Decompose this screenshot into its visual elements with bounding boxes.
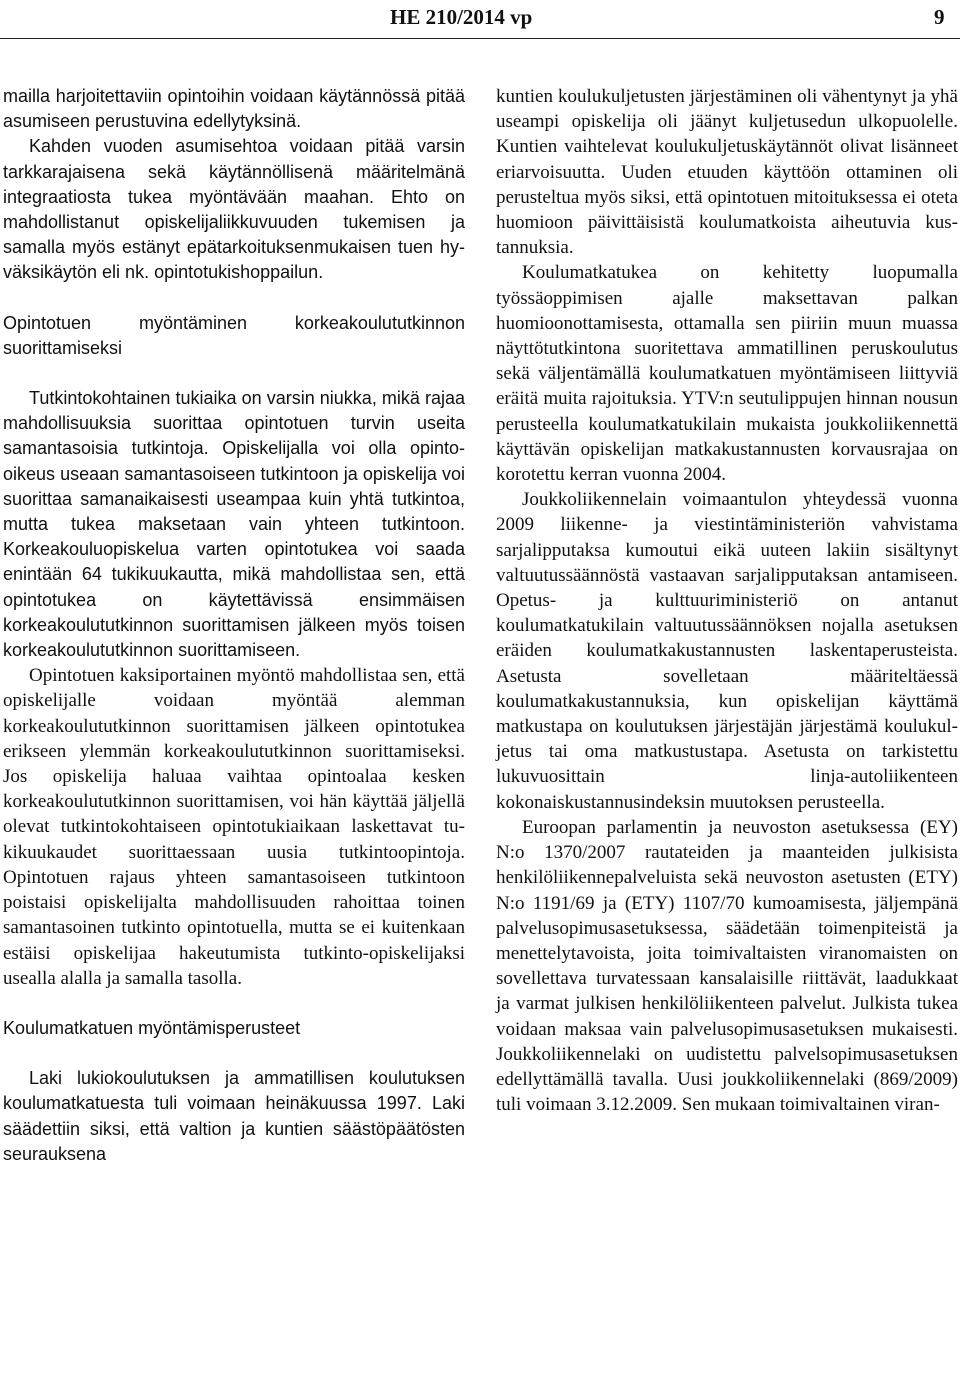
right-paragraph-3: Joukkoliikennelain voimaantulon yhteydessä vuonna 2009 liikenne- ja viestintäministeriön vahvistama sarjalipputaksa kumoutui eikä uuteen lakiin sisältynyt valtuutussäännöstä vastaavan sarjalipputaksan antamiseen. Opetus- ja kulttuuriministeriö on antanut koulumatkatukilain valtuutussäännöksen nojalla asetuksen eräiden koulumatkakustannusten laskentaperusteista. Asetusta sovelletaan määriteltäessä koulumatkakustannuksia, kun opiskelijan käyttämä matkustapa on koulutuksen järjestäjän järjestämä koulukuljetus tai oma matkustustapa. Asetusta on tarkistettu lukuvuosittain linja-autoliikenteen kokonaiskustannusindeksin muutoksen perusteella. — [496, 489, 958, 813]
page-number: 9 — [934, 5, 945, 29]
page-header — [0, 0, 960, 39]
section-heading-degree-support: Opintotuen myöntäminen korkeakoulututkinnon suorittamiseksi — [3, 312, 465, 358]
left-paragraph-5: Laki lukiokoulutuksen ja ammatillisen koulutuksen koulumatkatuesta tuli voimaan heinäkuussa 1997. Laki säädettiin siksi, että valtion ja kuntien säästöpäätösten seurauksena — [3, 1068, 465, 1164]
document-id: HE 210/2014 vp — [390, 5, 533, 29]
right-paragraph-2: Koulumatkatukea on kehitetty luopumalla työssäoppimisen ajalle maksettavan palkan huomioonottamisesta, ottamalla sen piiriin muun muassa näyttötutkintona suoritettava ammatillinen peruskoulutus sekä väljentämällä koulumatkatuen myöntämiseen liittyviä eräitä muita rajoituksia. YTV:n seutulippujen hinnan nousun perusteella koulumatkatukilain mukaista joukkoliikennettä käyttävän opiskelijan matkakustannusten korvausrajaa on korotettu kerran vuonna 2004. — [496, 262, 958, 486]
left-paragraph-2: Kahden vuoden asumisehtoa voidaan pitää varsin tarkkarajaisena sekä käytännöllisenä määritelmänä integraatiosta tukea myöntävään maahan. Ehto on mahdollistanut opiskelijaliikkuvuuden tukemisen ja samalla myös estänyt epätarkoituksenmukaisen tuen hyväksikäytön eli nk. opintotukishoppailun. — [3, 136, 465, 283]
left-paragraph-1: mailla harjoitettaviin opintoihin voidaan käytännössä pitää asumiseen perustuvina edellytyksinä. — [3, 86, 465, 132]
left-paragraph-4: Opintotuen kaksiportainen myöntö mahdollistaa sen, että opiskelijalle voidaan myöntää alemman korkeakoulututkinnon suorittamisen jälkeen opintotukea erikseen ylemmän korkeakoulututkinnon suorittamiseksi. Jos opiskelija haluaa vaihtaa opintoalaa kesken korkeakoulututkinnon suorittamisen, voi hän käyttää jäljellä olevat tutkintokohtaiseen opintotukiaikaan laskettavat tukikuukaudet suorittaessaan uusia tutkintoopintoja. Opintotuen rajaus yhteen samantasoiseen tutkintoon poistaisi opiskelijalta mahdollisuuden rahoittaa toinen samantasoinen tutkinto opintotuella, mutta se ei kuitenkaan estäisi opiskelijaa hakeutumista tutkinto-opiskelijaksi usealla alalla ja samalla tasolla. — [3, 665, 465, 989]
right-column — [496, 84, 958, 1117]
right-paragraph-1: kuntien koulukuljetusten järjestäminen oli vähentynyt ja yhä useampi opiskelija oli jäänyt kuljetusedun ulkopuolelle. Kuntien vaihtelevat koulukuljetuskäytännöt olivat lisänneet eriarvoisuutta. Uuden etuuden käyttöön ottaminen oli perusteltua myös siksi, että opintotuen mitoituksessa ei oteta huomioon päivittäisistä koulumatkoista aiheutuvia kustannuksia. — [496, 86, 958, 259]
left-paragraph-3: Tutkintokohtainen tukiaika on varsin niukka, mikä rajaa mahdollisuuksia suorittaa opintotuen turvin useita samantasoisia tutkintoja. Opiskelijalla voi olla opinto-oikeus useaan samantasoiseen tutkintoon ja opiskelija voi suorittaa samanaikaisesti useampaa kuin yhtä tutkintoa, mutta tukea maksetaan vain yhteen tutkintoon. Korkeakouluopiskelua varten opintotukea voi saada enintään 64 tukikuukautta, mikä mahdollistaa sen, että opintotukea on käytettävissä ensimmäisen korkeakoulututkinnon suorittamisen jälkeen myös toisen korkeakoulututkinnon suorittamiseen. — [3, 388, 465, 661]
left-column — [3, 84, 465, 1167]
right-paragraph-4: Euroopan parlamentin ja neuvoston asetuksessa (EY) N:o 1370/2007 rautateiden ja maanteiden julkisista henkilöliikennepalveluista sekä neuvoston asetusten (ETY) N:o 1191/69 ja (ETY) 1107/70 kumoamisesta, jäljempänä palvelusopimusasetuksessa, säädetään toimenpiteistä ja menettelytavoista, joita toimivaltaisten viranomaisten on sovellettava turvatessaan kansalaisille riittävät, laadukkaat ja varmat julkisen henkilöliikenteen palvelut. Julkista tukea voidaan maksaa vain palvelusopimusasetuksen mukaisesti. Joukkoliikennelaki on uudistettu palvelsopimusasetuksen edellyttämällä tavalla. Uusi joukkoliikennelaki (869/2009) tuli voimaan 3.12.2009. Sen mukaan toimivaltainen viran- — [496, 816, 958, 1116]
section-heading-travel-support: Koulumatkatuen myöntämisperusteet — [3, 1017, 301, 1038]
